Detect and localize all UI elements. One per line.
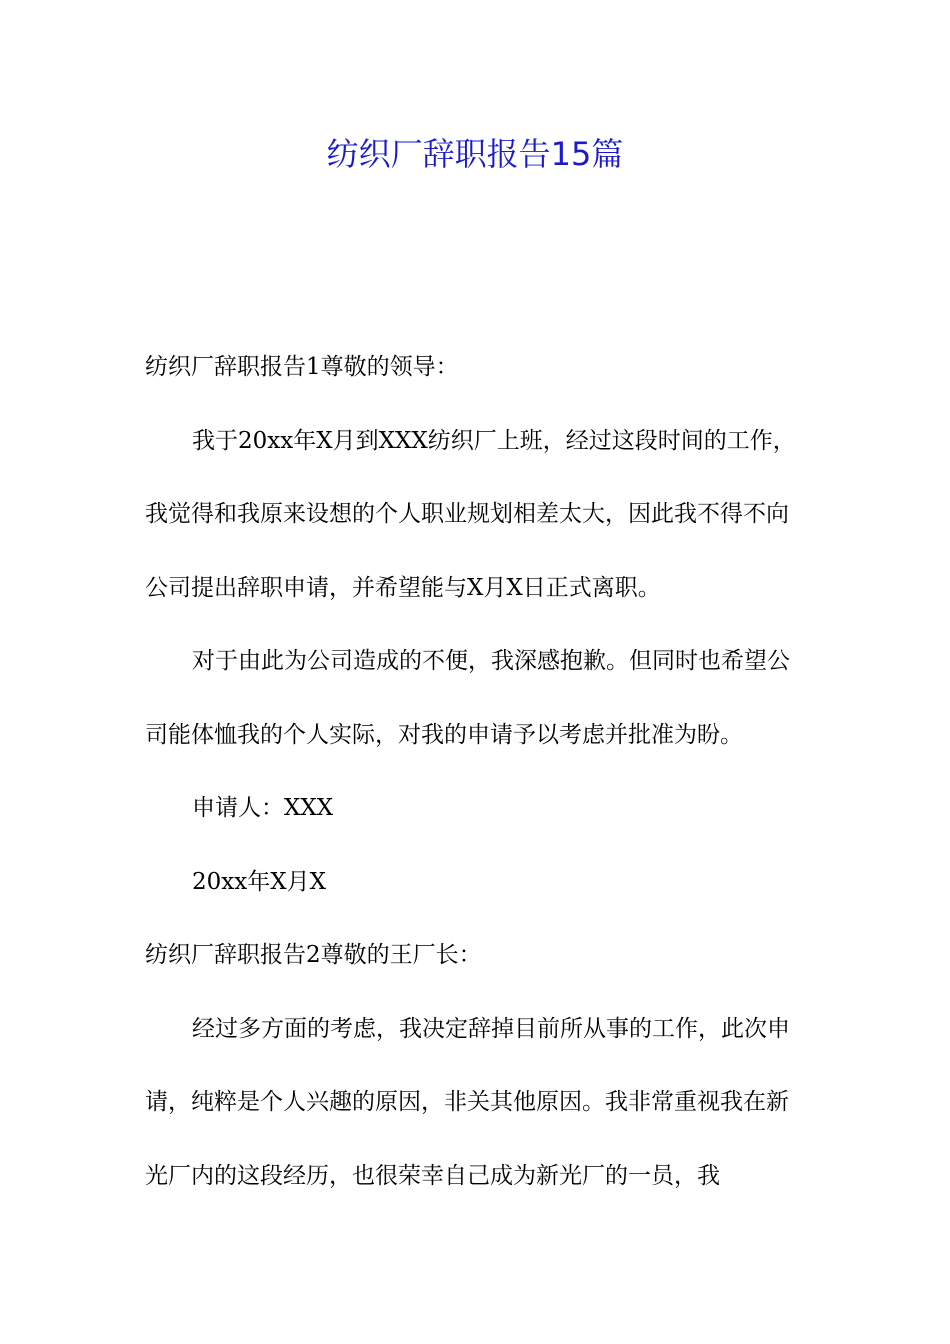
document-title: 纺织厂辞职报告15篇 (326, 135, 624, 173)
applicant-line: 申请人：XXX (192, 795, 334, 821)
paragraph-heading-1: 纺织厂辞职报告1尊敬的领导： (145, 354, 459, 380)
document-body (145, 331, 810, 1213)
paragraph: 经过多方面的考虑，我决定辞掉目前所从事的工作，此次申请，纯粹是个人兴趣的原因，非关其他原因。我非常重视我在新光厂内的这段经历，也很荣幸自己成为新光厂的一员，我 (145, 1015, 790, 1189)
paragraph: 我于20xx年X月到XXX纺织厂上班，经过这段时间的工作，我觉得和我原来设想的个人职业规划相差太大，因此我不得不向公司提出辞职申请，并希望能与X月X日正式离职。 (145, 427, 796, 601)
paragraph: 对于由此为公司造成的不便，我深感抱歉。但同时也希望公司能体恤我的个人实际，对我的申请予以考虑并批准为盼。 (145, 648, 790, 748)
paragraph-heading-2: 纺织厂辞职报告2尊敬的王厂长： (145, 942, 482, 968)
date-line: 20xx年X月X (192, 868, 326, 895)
